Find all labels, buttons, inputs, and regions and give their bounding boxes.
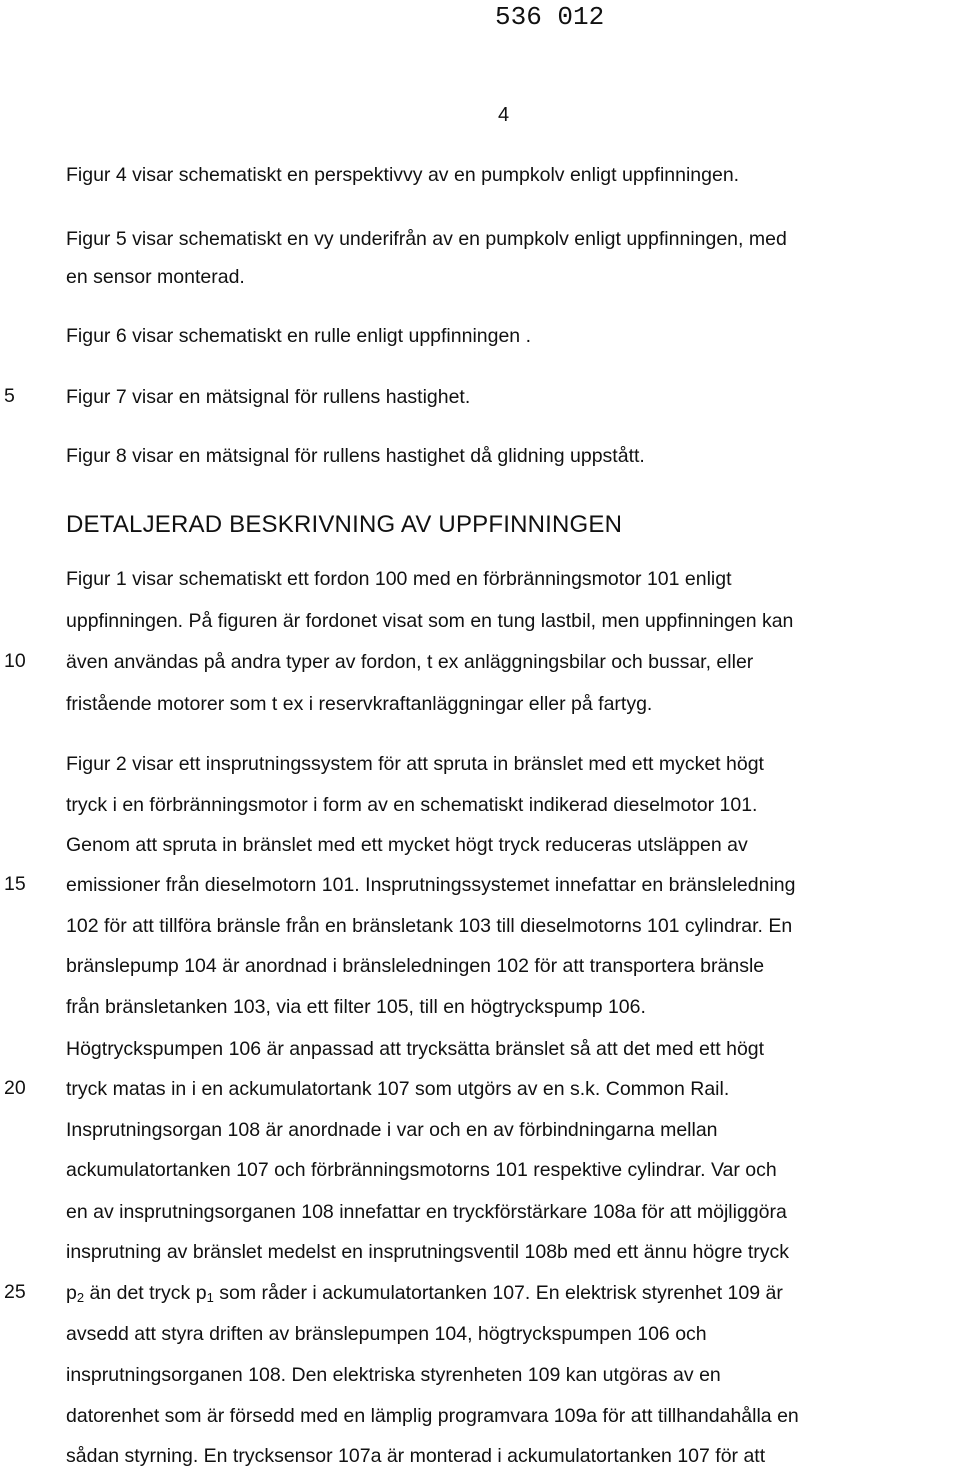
figure-description-line: en sensor monterad. bbox=[66, 266, 245, 288]
figure-description-line: Figur 7 visar en mätsignal för rullens hastighet. bbox=[66, 386, 471, 408]
figure-description-line: Figur 5 visar schematiskt en vy underifrån av en pumpkolv enligt uppfinningen, med bbox=[66, 228, 787, 250]
body-text-line: ackumulatortanken 107 och förbränningsmotorns 101 respektive cylindrar. Var och bbox=[66, 1159, 777, 1181]
line-number: 5 bbox=[4, 385, 15, 407]
line-number: 10 bbox=[4, 650, 26, 672]
body-text-line: Insprutningsorgan 108 är anordnade i var och en av förbindningarna mellan bbox=[66, 1119, 718, 1141]
pressure-text-line bbox=[66, 1281, 783, 1310]
body-text-line: insprutning av bränslet medelst en insprutningsventil 108b med ett ännu högre tryck bbox=[66, 1241, 790, 1263]
body-text-line: tryck i en förbränningsmotor i form av en schematiskt indikerad dieselmotor 101. bbox=[66, 794, 758, 816]
body-text-line: insprutningsorganen 108. Den elektriska styrenheten 109 kan utgöras av en bbox=[66, 1364, 721, 1386]
line-number: 25 bbox=[4, 1281, 26, 1303]
body-text-line: Genom att spruta in bränslet med ett mycket högt tryck reduceras utsläppen av bbox=[66, 834, 748, 856]
body-text-line: fristående motorer som t ex i reservkraftanläggningar eller på fartyg. bbox=[66, 693, 653, 715]
line-number: 15 bbox=[4, 873, 26, 895]
body-text-line: Högtryckspumpen 106 är anpassad att trycksätta bränslet så att det med ett högt bbox=[66, 1038, 765, 1060]
body-text-line: tryck matas in i en ackumulatortank 107 som utgörs av en s.k. Common Rail. bbox=[66, 1078, 730, 1100]
body-text-line: sådan styrning. En trycksensor 107a är monterad i ackumulatortanken 107 för att bbox=[66, 1445, 766, 1467]
body-text-line: en av insprutningsorganen 108 innefattar en tryckförstärkare 108a för att möjliggöra bbox=[66, 1201, 787, 1223]
body-text-line: uppfinningen. På figuren är fordonet visat som en tung lastbil, men uppfinningen kan bbox=[66, 610, 794, 632]
pressure-subscript: 1 bbox=[206, 1290, 214, 1305]
page-number: 4 bbox=[498, 104, 510, 126]
pressure-text: som råder i ackumulatortanken 107. En elektrisk styrenhet 109 är bbox=[213, 1282, 783, 1304]
pressure-text: än det tryck p bbox=[84, 1282, 207, 1304]
figure-description-line: Figur 4 visar schematiskt en perspektivvy av en pumpkolv enligt uppfinningen. bbox=[66, 164, 740, 186]
body-text-line: från bränsletanken 103, via ett filter 105, till en högtryckspump 106. bbox=[66, 996, 646, 1018]
figure-description-line: Figur 6 visar schematiskt en rulle enligt uppfinningen . bbox=[66, 325, 531, 347]
document-number: 536 012 bbox=[495, 2, 605, 32]
line-number: 20 bbox=[4, 1077, 26, 1099]
figure-description-line: Figur 8 visar en mätsignal för rullens hastighet då glidning uppstått. bbox=[66, 445, 645, 467]
body-text-line: även användas på andra typer av fordon, t ex anläggningsbilar och bussar, eller bbox=[66, 651, 754, 673]
body-text-line: Figur 1 visar schematiskt ett fordon 100 med en förbränningsmotor 101 enligt bbox=[66, 568, 732, 590]
body-text-line: emissioner från dieselmotorn 101. Insprutningssystemet innefattar en bränsleledning bbox=[66, 874, 796, 896]
body-text-line: avsedd att styra driften av bränslepumpen 104, högtryckspumpen 106 och bbox=[66, 1323, 707, 1345]
body-text-line: datorenhet som är försedd med en lämplig programvara 109a för att tillhandahålla en bbox=[66, 1405, 799, 1427]
body-text-line: Figur 2 visar ett insprutningssystem för att spruta in bränslet med ett mycket högt bbox=[66, 753, 764, 775]
body-text-line: 102 för att tillföra bränsle från en bränsletank 103 till dieselmotorns 101 cylindrar. En bbox=[66, 915, 793, 937]
body-text-line: bränslepump 104 är anordnad i bränsleledningen 102 för att transportera bränsle bbox=[66, 955, 765, 977]
pressure-symbol: p bbox=[66, 1282, 77, 1304]
section-heading: DETALJERAD BESKRIVNING AV UPPFINNINGEN bbox=[66, 511, 623, 538]
pressure-subscript: 2 bbox=[76, 1290, 85, 1305]
